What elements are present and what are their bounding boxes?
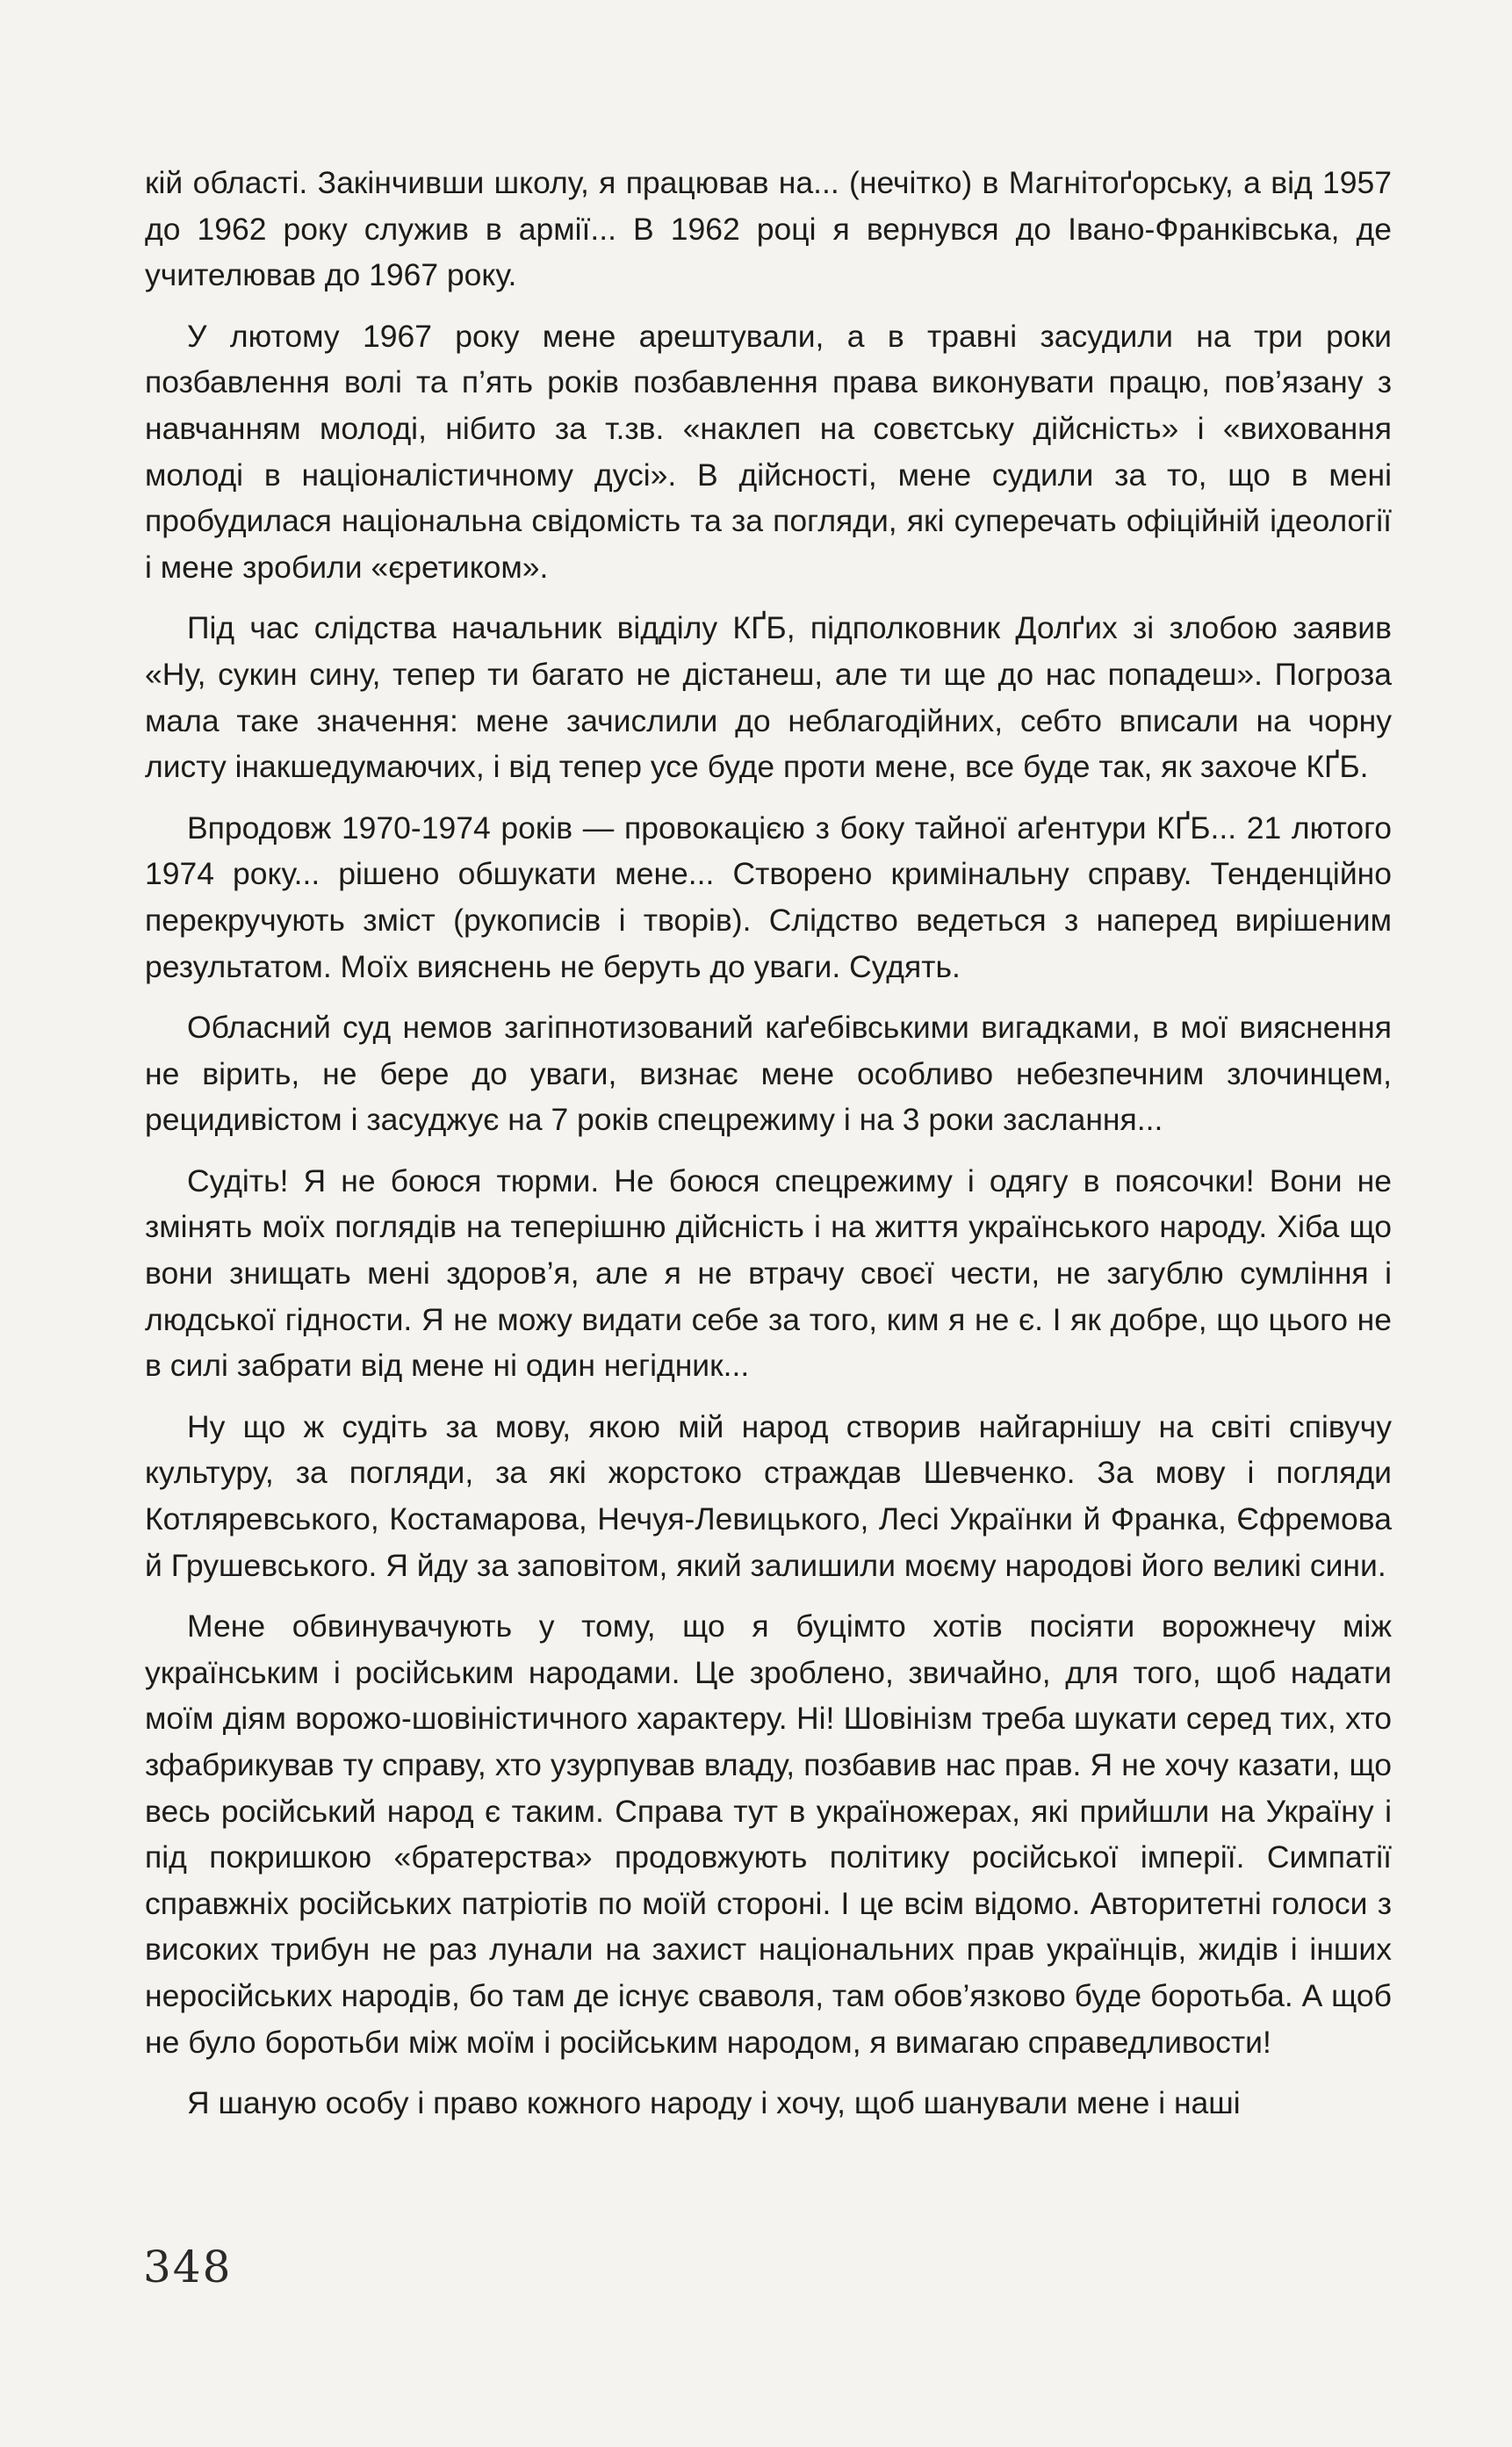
paragraph-5: Обласний суд немов загіпнотизований каґебівськими вигадками, в мої вияснення не вірить, не бере до уваги, визнає мене особливо небезпечним злочинцем, рецидивістом і засуджує на 7 років спецрежиму і на 3 роки заслання... — [145, 1010, 1392, 1138]
paragraph-9: Я шаную особу і право кожного народу і хочу, щоб шанували мене і наші — [187, 2085, 1241, 2121]
paragraph-6: Судіть! Я не боюся тюрми. Не боюся спецрежиму і одягу в поясочки! Вони не змінять моїх поглядів на теперішню дійсність і на життя українського народу. Хіба що вони знищать мені здоров’я, але я не втрачу своєї чести, не загублю сумління і людської гідности. Я не можу видати себе за того, ким я не є. І як добре, що цього не в силі забрати від мене ні один негідник... — [145, 1162, 1392, 1384]
paragraph-3: Під час слідства начальник відділу КҐБ, підполковник Долґих зі злобою заявив «Ну, сукин сину, тепер ти багато не дістанеш, але ти ще до нас попадеш». Погроза мала таке значення: мене зачислили до неблагодійних, себто вписали на чорну листу інакшедумаючих, і від тепер усе буде проти мене, все буде так, як захоче КҐБ. — [145, 610, 1392, 785]
paragraph-1: кій області. Закінчивши школу, я працював на... (нечітко) в Магнітоґорську, а від 1957 до 1962 року служив в армії... В 1962 році я вернувся до Івано-Франківська, де учителював до 1967 року. — [145, 165, 1392, 293]
paragraph-8: Мене обвинувачують у тому, що я буцімто хотів посіяти ворожнечу між українським і російським народами. Це зроблено, звичайно, для того, щоб надати моїм діям ворожо-шовіністичного характеру. Ні! Шовінізм треба шукати серед тих, хто зфабрикував ту справу, хто узурпував владу, позбавив нас прав. Я не хочу казати, що весь російський народ є таким. Справа тут в україножерах, які прийшли на Україну і під покришкою «братерства» продовжують політику російської імперії. Симпатії справжніх російських патріотів по моїй стороні. І це всім відомо. Авторитетні голоси з високих трибун не раз лунали на захист національних прав українців, жидів і інших неросійських народів, бо там де існує сваволя, там обов’язково буде боротьба. А щоб не було боротьби між моїм і російським народом, я вимагаю справедливости! — [145, 1609, 1392, 2060]
page-number: 348 — [143, 2242, 233, 2292]
paragraph-2: У лютому 1967 року мене арештували, а в травні засудили на три роки позбавлення волі та п’ять років позбавлення права виконувати працю, пов’язану з навчанням молоді, нібито за т.зв. «наклеп на совєтську дійсність» і «виховання молоді в націоналістичному дусі». В дійсності, мене судили за то, що в мені пробудилася національна свідомість та за погляди, які суперечать офіційній ідеології і мене зробили «єретиком». — [145, 318, 1392, 585]
paragraph-7: Ну що ж судіть за мову, якою мій народ створив найгарнішу на світі співучу культуру, за погляди, за які жорстоко страждав Шевченко. За мову і погляди Котляревського, Костамарова, Нечуя-Левицького, Лесі Українки й Франка, Єфремова й Грушевського. Я йду за заповітом, який залишили моєму народові його великі сини. — [145, 1408, 1392, 1583]
body-text — [145, 160, 1392, 2127]
paragraph-4: Впродовж 1970-1974 років — провокацією з боку тайної аґентури КҐБ... 21 лютого 1974 року... рішено обшукати мене... Створено кримінальну справу. Тенденційно перекручують зміст (рукописів і творів). Слідство ведеться з наперед вирішеним результатом. Моїх вияснень не беруть до уваги. Судять. — [145, 810, 1392, 984]
